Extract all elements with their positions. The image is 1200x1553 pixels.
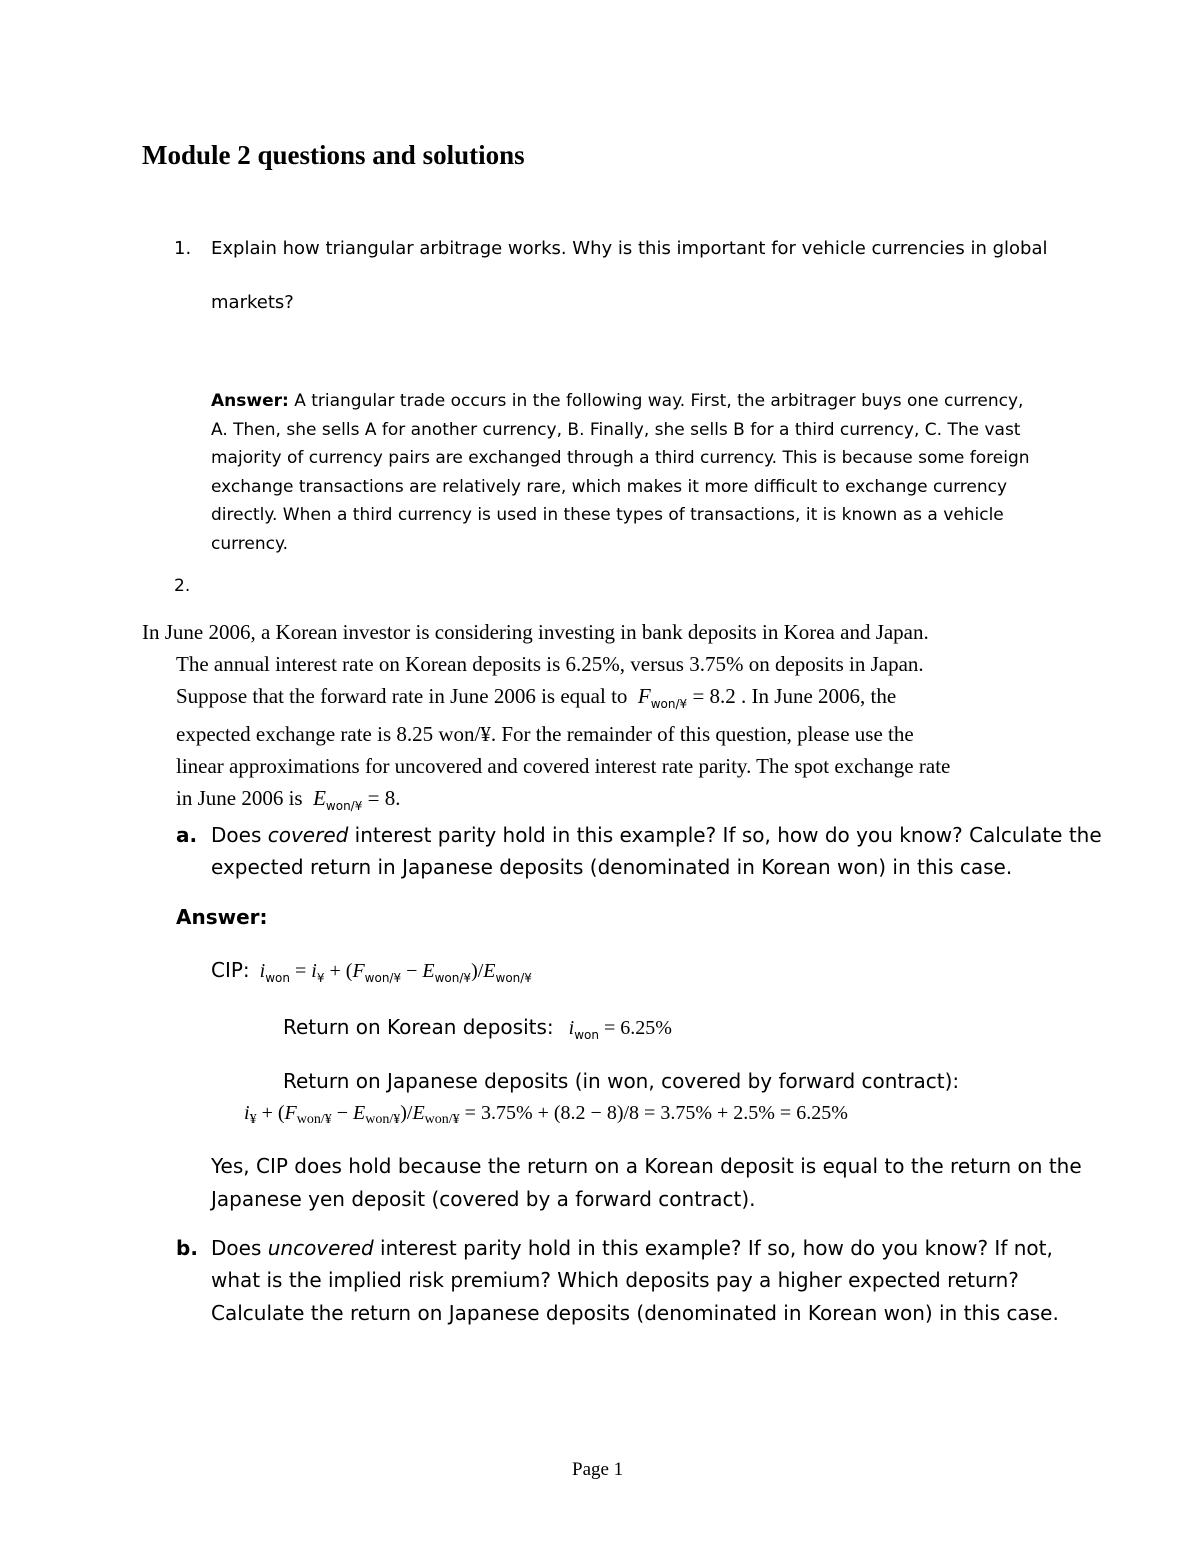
question-1-text-line-1: Explain how triangular arbitrage works. Why is this important for vehicle currencies in global xyxy=(211,238,1048,259)
cip-minus: − xyxy=(401,960,423,982)
japanese-return-calculation xyxy=(244,1102,848,1128)
calc-plus: + ( xyxy=(256,1102,285,1124)
answer-1-line-2: A. Then, she sells A for another currency, B. Finally, she sells B for a third currency, C. The vast xyxy=(211,420,1021,440)
calc-E-subscript: won/¥ xyxy=(365,1112,401,1127)
cip-E-subscript: won/¥ xyxy=(434,971,472,985)
cip-i2-subscript: ¥ xyxy=(316,971,325,985)
korean-i-symbol: i xyxy=(568,1017,575,1039)
korean-return-line xyxy=(283,1015,672,1042)
calc-F-subscript: won/¥ xyxy=(296,1112,332,1127)
scenario-line-3-text: Suppose that the forward rate in June 2006 is equal to xyxy=(176,684,628,708)
page-number: Page 1 xyxy=(572,1459,624,1480)
part-b-line-3: Calculate the return on Japanese deposits (denominated in Korean won) in this case. xyxy=(211,1301,1059,1325)
korean-i-subscript: won xyxy=(574,1028,599,1042)
part-a-text-end: interest parity hold in this example? If so, how do you know? Calculate the xyxy=(348,823,1102,847)
cip-label: CIP: xyxy=(211,958,250,982)
part-a-label: a. xyxy=(176,823,198,847)
answer-1-line-1 xyxy=(211,387,1023,416)
korean-return-value: = 6.25% xyxy=(598,1017,672,1039)
answer-1-line-4: exchange transactions are relatively rare, which makes it more difficult to exchange currency xyxy=(211,477,1008,497)
part-a-answer-label: Answer: xyxy=(176,905,268,929)
japanese-return-label: Return on Japanese deposits (in won, covered by forward contract): xyxy=(283,1069,960,1093)
scenario-line-4: expected exchange rate is 8.25 won/¥. For the remainder of this question, please use the xyxy=(176,722,914,746)
forward-rate-subscript: won/¥ xyxy=(650,697,688,711)
calc-E2-subscript: won/¥ xyxy=(424,1112,460,1127)
cip-E2-subscript: won/¥ xyxy=(495,971,532,985)
calc-i-symbol: i xyxy=(244,1102,250,1124)
conclusion-line-2: Japanese yen deposit (covered by a forward contract). xyxy=(211,1187,756,1211)
calc-result: = 3.75% + (8.2 − 8)/8 = 3.75% + 2.5% = 6.25% xyxy=(459,1102,848,1124)
cip-equals: = xyxy=(290,960,312,982)
scenario-line-6-end: = 8. xyxy=(362,786,401,810)
part-a-line-2: expected return in Japanese deposits (denominated in Korean won) in this case. xyxy=(211,855,1013,879)
part-b-line-2: what is the implied risk premium? Which deposits pay a higher expected return? xyxy=(211,1268,1019,1292)
answer-1-line-3: majority of currency pairs are exchanged through a third currency. This is because some foreign xyxy=(211,448,1030,468)
cip-F-symbol: F xyxy=(352,960,365,982)
calc-E2-symbol: E xyxy=(412,1102,425,1124)
calc-i-subscript: ¥ xyxy=(249,1112,257,1127)
question-1-text-line-2: markets? xyxy=(211,292,294,313)
scenario-line-6 xyxy=(176,786,400,813)
calc-F-symbol: F xyxy=(284,1102,297,1124)
spot-rate-symbol: E xyxy=(313,786,326,810)
calc-E-symbol: E xyxy=(353,1102,366,1124)
scenario-line-1: In June 2006, a Korean investor is considering investing in bank deposits in Korea and Japan. xyxy=(142,620,929,644)
scenario-line-3-end: = 8.2 . In June 2006, the xyxy=(687,684,897,708)
cip-E2-symbol: E xyxy=(483,960,496,982)
part-b-text-start: Does xyxy=(211,1236,268,1260)
answer-1-text-start: A triangular trade occurs in the following way. First, the arbitrager buys one currency, xyxy=(288,391,1024,411)
part-b-line-1 xyxy=(211,1236,1053,1260)
cip-i2-symbol: i xyxy=(311,960,317,982)
question-1-number: 1. xyxy=(174,238,192,259)
cip-F-subscript: won/¥ xyxy=(364,971,402,985)
scenario-line-6-text: in June 2006 is xyxy=(176,786,303,810)
part-a-text-start: Does xyxy=(211,823,268,847)
answer-1-line-5: directly. When a third currency is used in these types of transactions, it is known as a vehicle xyxy=(211,505,1004,525)
cip-i-symbol: i xyxy=(259,960,266,982)
calc-minus: − xyxy=(331,1102,354,1124)
cip-plus: + ( xyxy=(324,960,353,982)
korean-return-label: Return on Korean deposits: xyxy=(283,1015,554,1039)
part-b-label: b. xyxy=(176,1236,198,1260)
spot-rate-subscript: won/¥ xyxy=(325,799,363,813)
cip-close: )/ xyxy=(471,960,484,982)
page-title: Module 2 questions and solutions xyxy=(142,140,525,170)
scenario-line-5: linear approximations for uncovered and covered interest rate parity. The spot exchange rate xyxy=(176,754,951,778)
forward-rate-symbol: F xyxy=(637,684,651,708)
answer-1-label: Answer: xyxy=(211,391,289,411)
scenario-line-2: The annual interest rate on Korean deposits is 6.25%, versus 3.75% on deposits in Japan. xyxy=(176,652,924,676)
cip-formula xyxy=(211,958,532,985)
part-a-line-1 xyxy=(211,823,1102,847)
answer-1-line-6: currency. xyxy=(211,534,289,554)
part-b-text-end: interest parity hold in this example? If so, how do you know? If not, xyxy=(373,1236,1053,1260)
question-2-number: 2. xyxy=(174,576,191,596)
cip-E-symbol: E xyxy=(422,960,435,982)
part-a-emphasis: covered xyxy=(267,823,349,847)
conclusion-line-1: Yes, CIP does hold because the return on a Korean deposit is equal to the return on the xyxy=(211,1154,1082,1178)
scenario-line-3 xyxy=(176,684,896,711)
cip-i-subscript: won xyxy=(265,971,290,985)
calc-close: )/ xyxy=(400,1102,413,1124)
part-b-emphasis: uncovered xyxy=(267,1236,374,1260)
